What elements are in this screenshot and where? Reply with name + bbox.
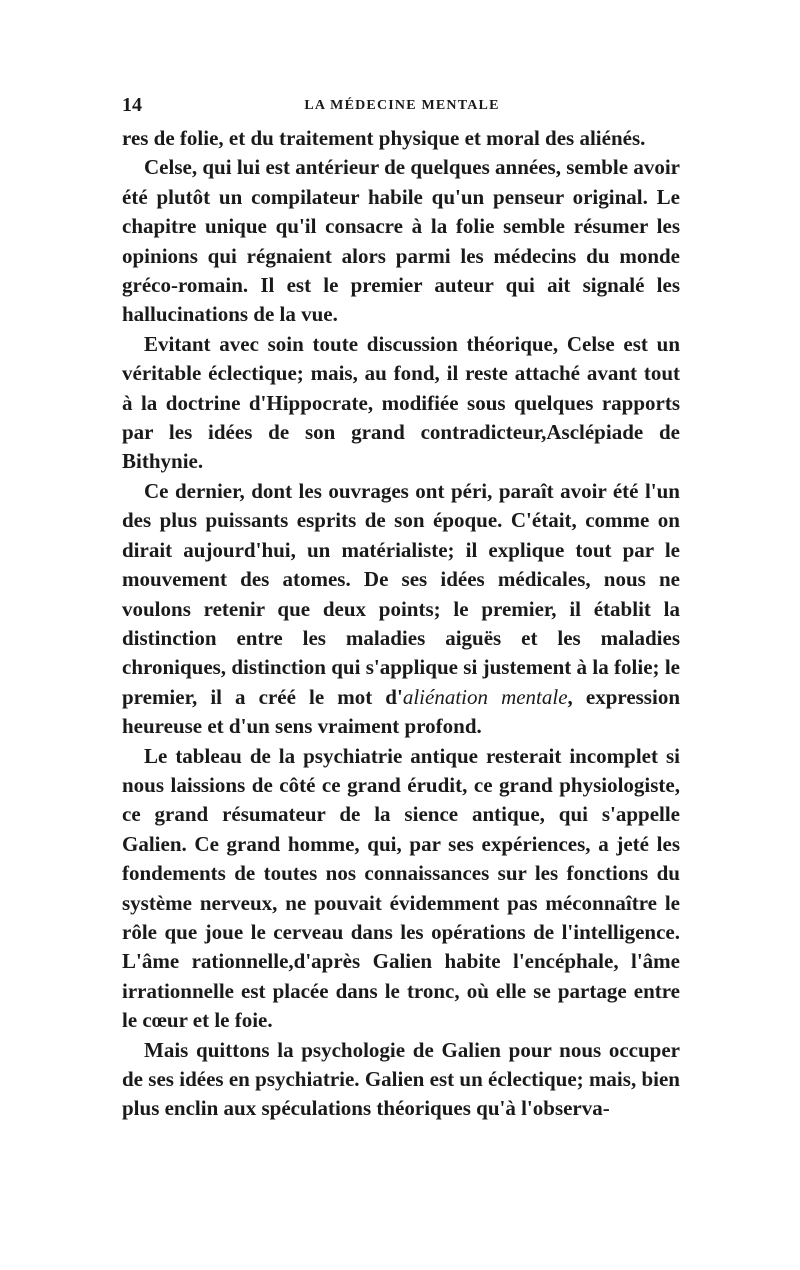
running-title: LA MÉDECINE MENTALE: [304, 98, 500, 113]
paragraph-text: res de folie, et du traitement physique et moral des aliénés.: [122, 126, 646, 150]
page-number: 14: [122, 94, 142, 116]
paragraph-text: Ce dernier, dont les ouvrages ont péri, paraît avoir été l'un des plus puissants esprits de son époque. C'était, comme on dirait aujourd'hui, un matérialiste; il explique tout par le mouvement des atomes. De ses idées médicales, nous ne voulons retenir que deux points; le premier, il établit la distinction entre les maladies aiguës et les maladies chroniques, distinction qui s'applique si justement à la folie; le premier, il a créé le mot d': [122, 478, 680, 709]
paragraph-3: [122, 330, 680, 477]
paragraph-5: [122, 742, 680, 1036]
page-header: [122, 94, 682, 118]
paragraph-text: , expression heureuse et d'un sens vraiment profond.: [122, 684, 680, 739]
paragraph-4: [122, 477, 680, 742]
italic-term: aliénation mentale: [402, 684, 568, 709]
paragraph-text: Le tableau de la psychiatrie antique resterait incomplet si nous laissions de côté ce grand érudit, ce grand physiologiste, ce grand résumateur de la sience antique, qui s'appelle Galien. Ce grand homme, qui, par ses expériences, a jeté les fondements de toutes nos connaissances sur les fonctions du système nerveux, ne pouvait évidemment pas méconnaître le rôle que joue le cerveau dans les opérations de l'intelligence. L'âme rationnelle,d'après Galien habite l'encéphale, l'âme irrationnelle est placée dans le tronc, où elle se partage entre le cœur et le foie.: [122, 743, 680, 1033]
paragraph-6: [122, 1036, 680, 1124]
paragraph-1: [122, 124, 680, 153]
paragraph-text: Mais quittons la psychologie de Galien pour nous occuper de ses idées en psychiatrie. Galien est un éclectique; mais, bien plus enclin aux spéculations théoriques qu'à l'observa-: [122, 1037, 680, 1121]
body-text: [122, 124, 680, 1124]
paragraph-text: Evitant avec soin toute discussion théorique, Celse est un véritable éclectique; mais, au fond, il reste attaché avant tout à la doctrine d'Hippocrate, modifiée sous quelques rapports par les idées de son grand contradicteur,Asclépiade de Bithynie.: [122, 331, 680, 474]
paragraph-2: [122, 153, 680, 329]
paragraph-text: Celse, qui lui est antérieur de quelques années, semble avoir été plutôt un compilateur habile qu'un penseur original. Le chapitre unique qu'il consacre à la folie semble résumer les opinions qui régnaient alors parmi les médecins du monde gréco-romain. Il est le premier auteur qui ait signalé les hallucinations de la vue.: [122, 155, 680, 327]
